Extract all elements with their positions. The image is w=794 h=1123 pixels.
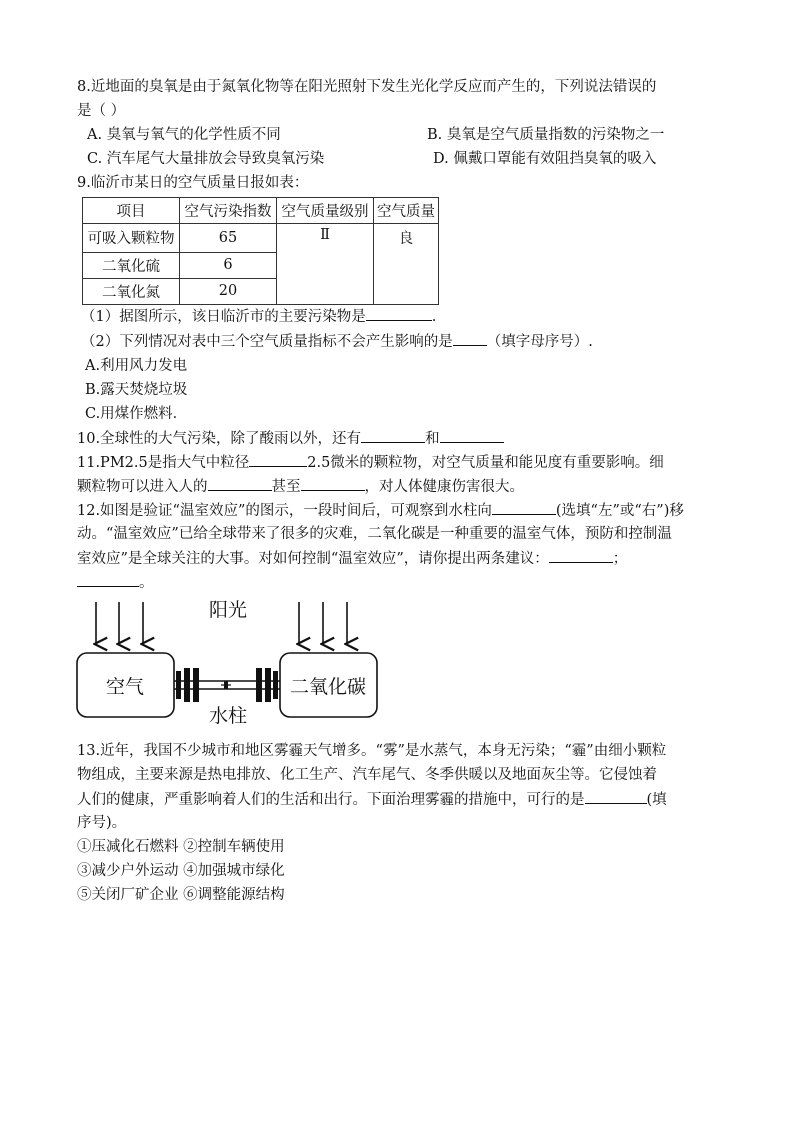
q12-text: 室效应”是全球关注的大事。对如何控制“温室效应”，请你提出两条建议： [77, 551, 549, 567]
table-header: 项目 [83, 198, 180, 224]
answer-blank[interactable] [77, 572, 139, 587]
q12-line4 [77, 572, 154, 593]
q9-stem: 9.临沂市某日的空气质量日报如表： [77, 175, 309, 191]
table-header: 空气质量级别 [277, 198, 374, 224]
answer-blank[interactable] [453, 331, 487, 346]
answer-blank[interactable] [301, 476, 365, 491]
q13-options-row1: ①压减化石燃料 ②控制车辆使用 [77, 839, 285, 855]
table-cell-quality [374, 224, 439, 253]
q11-text: ，对人体健康伤害很大。 [364, 479, 524, 495]
q8-option-c: C. 汽车尾气大量排放会导致臭氧污染 [87, 151, 325, 167]
q12-text: ； [612, 551, 628, 567]
q12-line2: 动。“温室效应”已给全球带来了很多的灾难，二氧化碳是一种重要的温室气体，预防和控制温 [77, 526, 672, 542]
greenhouse-diagram [72, 596, 382, 728]
q12-text: 12.如图是验证“温室效应”的图示，一段时间后，可观察到水柱向 [77, 503, 492, 519]
q11-line1 [77, 452, 664, 473]
q13-options-row3: ⑤关闭厂矿企业 ⑥调整能源结构 [77, 887, 285, 903]
q9-choice-a: A.利用风力发电 [85, 358, 188, 374]
q9-sub2-end: （填字母序号）. [486, 334, 593, 350]
air-label: 空气 [105, 677, 145, 698]
table-cell-index: 6 [180, 252, 277, 278]
sunlight-label: 阳光 [208, 600, 248, 621]
table-cell-item: 可吸入颗粒物 [83, 224, 180, 253]
table-cell-item: 二氧化氮 [83, 278, 180, 304]
q13-options-row2: ③减少户外运动 ④加强城市绿化 [77, 863, 285, 879]
q9-sub2-text: （2）下列情况对表中三个空气质量指标不会产生影响的是 [81, 334, 453, 350]
table-cell-level [277, 224, 374, 305]
answer-blank[interactable] [585, 789, 647, 804]
air-quality-level: Ⅱ [320, 227, 330, 243]
q11-text: 颗粒物可以进入人的 [77, 479, 208, 495]
q12-text: (选填“左”或“右”)移 [555, 503, 684, 519]
q11-text: 11.PM2.5是指大气中粒径 [77, 455, 250, 471]
q9-sub1-text: （1）据图所示，该日临沂市的主要污染物是 [81, 309, 366, 325]
air-quality-rating: 良 [398, 231, 414, 247]
answer-blank[interactable] [549, 548, 613, 563]
co2-label: 二氧化碳 [289, 677, 367, 698]
q10-and: 和 [425, 431, 440, 447]
q8-option-a: A. 臭氧与氧气的化学性质不同 [87, 127, 281, 143]
q11-line2 [77, 476, 524, 497]
q12-text: 。 [139, 575, 154, 591]
q13-text: (填 [646, 792, 667, 808]
q8-option-b: B. 臭氧是空气质量指数的污染物之一 [427, 127, 665, 143]
water-column-label: 水柱 [208, 706, 248, 727]
answer-blank[interactable] [249, 452, 307, 467]
q13-line3 [77, 789, 667, 810]
table-cell-empty [374, 252, 439, 304]
sunlight-arrows-left [96, 602, 143, 644]
q13-line2: 物组成，主要来源是热电排放、化工生产、汽车尾气、冬季供暖以及地面灰尘等。它侵蚀着 [77, 767, 657, 783]
q11-text: 甚至 [271, 479, 301, 495]
answer-blank[interactable] [440, 428, 504, 443]
answer-blank[interactable] [361, 428, 425, 443]
q10-text: 10.全球性的大气污染，除了酸雨以外，还有 [77, 431, 362, 447]
q13-line1: 13.近年，我国不少城市和地区雾霾天气增多。“雾”是水蒸气，本身无污染；“霾”由细小颗粒 [77, 743, 667, 759]
table-cell-index: 20 [180, 278, 277, 304]
table-cell-index: 65 [180, 224, 277, 253]
q11-text: 2.5微米的颗粒物，对空气质量和能见度有重要影响。细 [307, 455, 664, 471]
q9-sub1 [81, 306, 436, 327]
answer-blank[interactable] [366, 306, 432, 321]
air-quality-table [82, 197, 439, 305]
table-row [83, 252, 439, 278]
q9-choice-c: C.用煤作燃料． [85, 406, 188, 422]
q9-sub2 [81, 331, 593, 352]
q13-line4: 序号)。 [77, 815, 127, 831]
table-header: 空气污染指数 [180, 198, 277, 224]
q9-choice-b: B.露天焚烧垃圾 [85, 382, 188, 398]
q8-option-d: D. 佩戴口罩能有效阻挡臭氧的吸入 [433, 151, 657, 167]
q13-text: 人们的健康，严重影响着人们的生活和出行。下面治理雾霾的措施中，可行的是 [77, 792, 585, 808]
q12-line1 [77, 500, 684, 521]
table-cell-item: 二氧化硫 [83, 252, 180, 278]
table-header-row [83, 198, 439, 224]
answer-blank[interactable] [492, 500, 556, 515]
water-column [221, 681, 231, 689]
table-header: 空气质量 [374, 198, 439, 224]
answer-blank[interactable] [208, 476, 272, 491]
q8-stem-line2: 是（ ） [77, 103, 126, 119]
table-row [83, 224, 439, 253]
q9-sub1-end: . [431, 309, 437, 325]
q10 [77, 428, 504, 449]
q8-stem-line1: 8.近地面的臭氧是由于氮氧化物等在阳光照射下发生光化学反应而产生的，下列说法错误的 [77, 79, 657, 95]
sunlight-arrows-right [299, 602, 347, 644]
q12-line3 [77, 548, 627, 569]
